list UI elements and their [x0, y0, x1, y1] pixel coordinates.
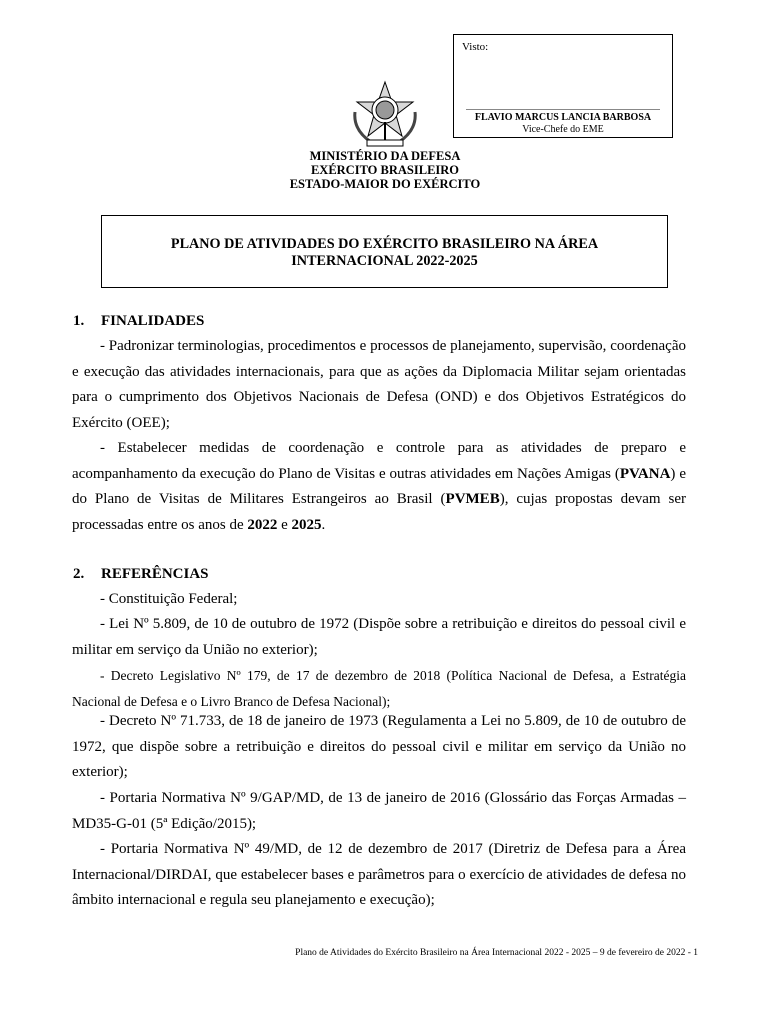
approver-role: Vice-Chefe do EME: [522, 124, 604, 135]
army-line: EXÉRCITO BRASILEIRO: [310, 163, 460, 177]
reference-item: - Lei Nº 5.809, de 10 de outubro de 1972 (Dispõe sobre a retribuição e direitos do pessoal civil e militar em serviço da União no exterior);: [72, 616, 686, 658]
title-line-2: INTERNACIONAL 2022-2025: [291, 253, 478, 269]
section-number: 2.: [73, 566, 85, 582]
section-heading-finalidades: [73, 313, 204, 330]
section-title: FINALIDADES: [101, 313, 205, 329]
ministry-line: MINISTÉRIO DA DEFESA: [309, 149, 461, 163]
coat-of-arms-icon: [345, 78, 425, 150]
approval-label: Visto:: [462, 41, 489, 53]
title-line-1: PLANO DE ATIVIDADES DO EXÉRCITO BRASILEIRO NA ÁREA: [170, 236, 599, 252]
reference-item: - Decreto Nº 71.733, de 18 de janeiro de 1973 (Regulamenta a Lei no 5.809, de 10 de outubro de 1972, que dispõe sobre a retribuição e direitos do pessoal civil e militar em serviço da União no exterior);: [72, 713, 686, 780]
section-heading-referencias: [73, 566, 209, 583]
paragraph: - Padronizar terminologias, procedimentos e processos de planejamento, supervisão, coordenação e execução das atividades internacionais, para que as ações da Diplomacia Militar sejam orientadas para o cumprimento dos Objetivos Nacionais de Defesa (OND) e dos Objetivos Estratégicos do Exército (OEE);: [72, 338, 686, 431]
reference-item: - Constituição Federal;: [100, 591, 238, 607]
reference-item: - Decreto Legislativo Nº 179, de 17 de dezembro de 2018 (Política Nacional de Defesa, a Estratégia Nacional de Defesa e o Livro Branco de Defesa Nacional);: [72, 668, 686, 709]
reference-item: - Portaria Normativa Nº 49/MD, de 12 de dezembro de 2017 (Diretriz de Defesa para a Área Internacional/DIRDAI, que estabelecer bases e parâmetros para o exercício de atividades de defesa no âmbito internacional e regula seu planejamento e execução);: [72, 841, 686, 908]
section-title: REFERÊNCIAS: [101, 566, 209, 582]
document-title-box: [101, 215, 668, 288]
section-number: 1.: [73, 313, 85, 329]
approval-box: [453, 34, 673, 138]
paragraph: - Estabelecer medidas de coordenação e controle para as atividades de preparo e acompanhamento da execução do Plano de Visitas e outras atividades em Nações Amigas (PVANA) e do Plano de Visitas de Militares Estrangeiros ao Brasil (PVMEB), cujas propostas devam ser processadas entre os anos de 2022 e 2025.: [72, 440, 686, 533]
approver-name: FLAVIO MARCUS LANCIA BARBOSA: [474, 112, 652, 123]
signature-line: [466, 109, 660, 110]
reference-item: - Portaria Normativa Nº 9/GAP/MD, de 13 de janeiro de 2016 (Glossário das Forças Armadas – MD35-G-01 (5ª Edição/2015);: [72, 790, 686, 832]
page-footer: Plano de Atividades do Exército Brasileiro na Área Internacional 2022 - 2025 – 9 de fevereiro de 2022 - 1: [295, 948, 698, 958]
staff-line: ESTADO-MAIOR DO EXÉRCITO: [289, 177, 481, 191]
document-title: [102, 236, 667, 270]
